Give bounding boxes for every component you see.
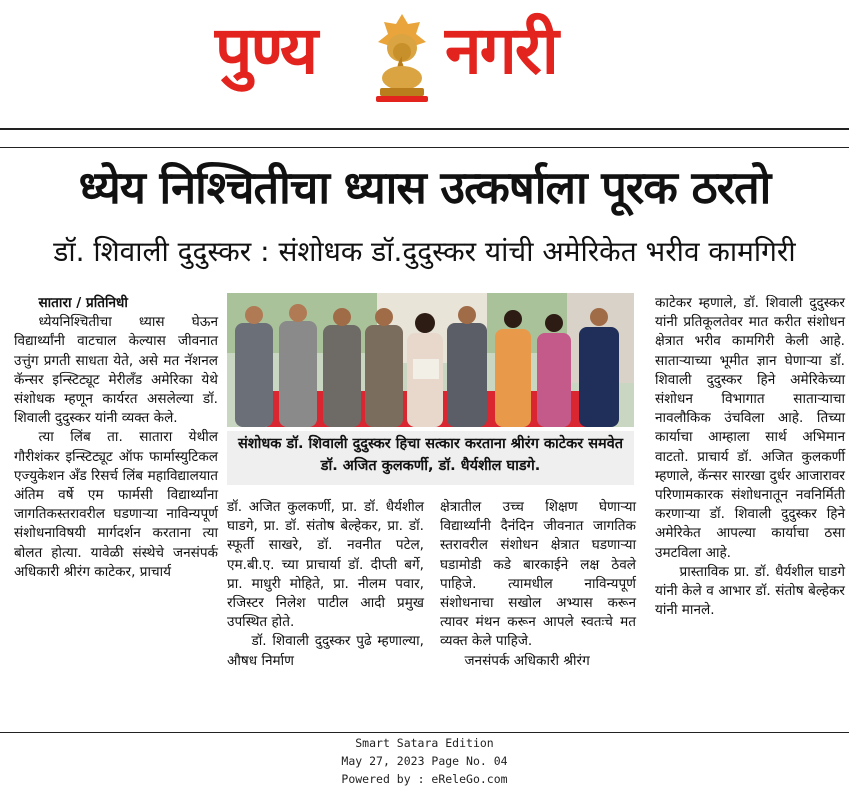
footer (0, 734, 849, 788)
footer-divider (0, 732, 849, 733)
article-column-1 (14, 294, 218, 582)
footer-powered-by: Powered by : eReleGo.com (341, 772, 508, 786)
dateline: सातारा / प्रतिनिधी (38, 295, 128, 311)
paragraph: डॉ. शिवाली दुदुस्कर पुढे म्हणाल्या, औषध निर्माण (227, 633, 424, 669)
article-column-2 (227, 498, 424, 671)
paragraph: डॉ. अजित कुलकर्णी, प्रा. डॉ. धैर्यशील घाडगे, प्रा. डॉ. संतोष बेल्हेकर, प्रा. डॉ. स्फूर्ती साखरे, डॉ. नवनीत पटेल, एम.बी.ए. च्या प्राचार्या डॉ. दीप्ती बर्गे, प्रा. माधुरी मोहिते, प्रा. नीलम पवार, रजिस्टर निलेश पाटील आदी प्रमुख उपस्थित होते. (227, 499, 424, 631)
masthead (0, 0, 849, 125)
masthead-divider (0, 128, 849, 130)
article-subheadline: डॉ. शिवाली दुदुस्कर : संशोधक डॉ.दुदुस्कर यांची अमेरिकेत भरीव कामगिरी (53, 235, 796, 268)
footer-date-page: May 27, 2023 Page No. 04 (341, 754, 508, 768)
article-column-3 (440, 498, 636, 671)
paragraph: ध्येयनिश्चितीचा ध्यास घेऊन विद्यार्थ्यांनी वाटचाल केल्यास जीवनात उत्तुंग प्रगती साधता येते, असे मत नॅशनल कॅन्सर इन्स्टिट्यूट मेरीलँड अमेरिका येथे संशोधक म्हणून कार्यरत असलेल्या डॉ. शिवाली दुदुस्कर यांनी व्यक्त केले. (14, 314, 218, 427)
article-column-4 (655, 294, 845, 620)
ganesh-idol-icon (372, 12, 432, 104)
article-headline: ध्येय निश्चितीचा ध्यास उत्कर्षाला पूरक ठरतो (78, 161, 771, 214)
paragraph: त्या लिंब ता. सातारा येथील गौरीशंकर इन्स्टिट्यूट ऑफ फार्मास्युटिकल एज्युकेशन अँड रिसर्च लिंब महाविद्यालयात अंतिम वर्षे एम फार्मसी विद्यार्थ्यांना जागतिकस्तरावरील घडणाऱ्या नाविन्यपूर्ण संशोधनाविषयी मार्गदर्शन करताना त्या बोलत होत्या. यावेळी संस्थेचे जनसंपर्क अधिकारी श्रीरंग काटेकर, प्राचार्य (14, 429, 218, 580)
paragraph: काटेकर म्हणाले, डॉ. शिवाली दुदुस्कर यांनी प्रतिकूलतेवर मात करीत संशोधन क्षेत्रात भरीव कामगिरी केली आहे. साताऱ्याच्या भूमीत ज्ञान घेणाऱ्या डॉ. शिवाली दुदुस्कर हिने अमेरिकेच्या संशोधन विभागात साताऱ्याचा नावलौकिक उंचविला आहे. तिच्या कार्याचा आम्हाला सार्थ अभिमान वाटतो. प्राचार्य डॉ. अजित कुलकर्णी म्हणाले, कॅन्सर सारखा दुर्धर आजारावर परिणामकारक संशोधनातून नवनिर्मिती करणाऱ्या डॉ. शिवाली दुदुस्कर हिने अमेरिकेत आपल्या कार्याचा ठसा उमटविला आहे. (655, 295, 845, 561)
paragraph: क्षेत्रातील उच्च शिक्षण घेणाऱ्या विद्यार्थ्यांनी दैनंदिन जीवनात जागतिक स्तरावरील संशोधन क्षेत्रात घडणाऱ्या घडामोडी कडे बारकाईने लक्ष ठेवले पाहिजे. त्यामधील नाविन्यपूर्ण संशोधनाचा सखोल अभ्यास करून त्यावर मंथन करून आपले स्वतःचे मत व्यक्त केले पाहिजे. (440, 499, 636, 650)
section-divider (0, 147, 849, 148)
masthead-title-right: नगरी (445, 12, 557, 89)
photo-caption: संशोधक डॉ. शिवाली दुदुस्कर हिचा सत्कार करताना श्रीरंग काटेकर समवेत डॉ. अजित कुलकर्णी, डॉ. धैर्यशील घाडगे. (227, 431, 634, 485)
event-photo (227, 293, 634, 427)
masthead-title-left: पुण्य (215, 12, 317, 89)
paragraph: जनसंपर्क अधिकारी श्रीरंग (464, 652, 590, 669)
footer-edition: Smart Satara Edition (355, 736, 494, 750)
paragraph: प्रास्ताविक प्रा. डॉ. धैर्यशील घाडगे यांनी केले व आभार डॉ. संतोष बेल्हेकर यांनी मानले. (655, 563, 845, 619)
